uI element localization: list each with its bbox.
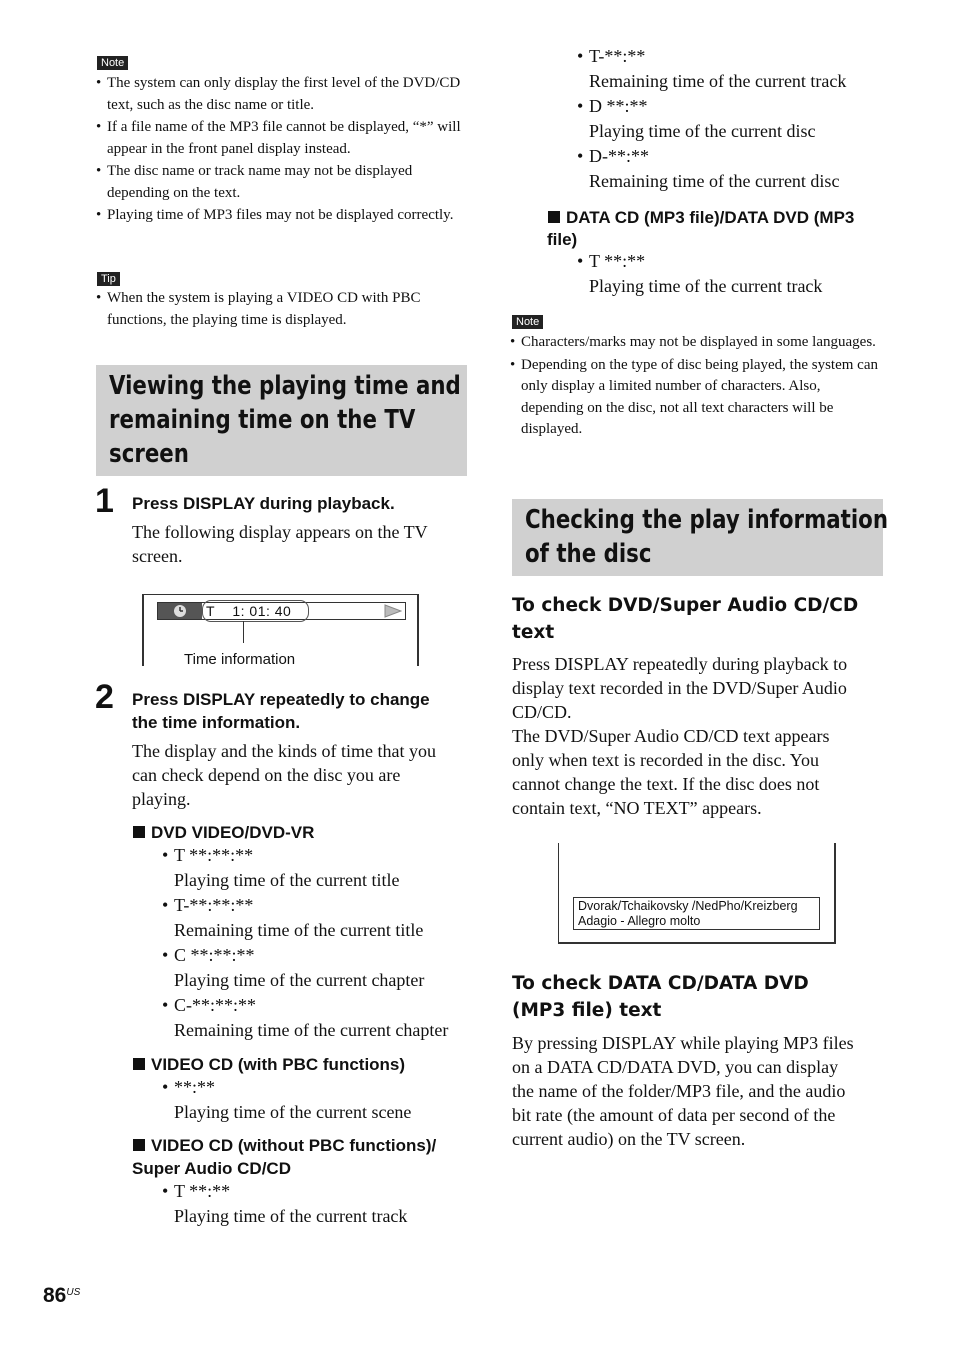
disc-text-box xyxy=(573,897,820,930)
tip-badge: Tip xyxy=(97,272,120,286)
category-title xyxy=(133,1134,436,1157)
tip-item: • When the system is playing a VIDEO CD with PBC functions, the playing time is displayed. xyxy=(96,288,471,331)
category-title xyxy=(548,206,854,229)
body-line: current audio) on the TV screen. xyxy=(512,1129,746,1149)
note-item: • Characters/marks may not be displayed in some languages. xyxy=(510,332,882,354)
tv-display-illustration xyxy=(142,594,419,666)
step-number: 1 xyxy=(95,482,114,520)
note-list xyxy=(96,73,471,228)
step-number: 2 xyxy=(95,678,114,716)
tip-list xyxy=(96,288,471,332)
clock-icon-bg xyxy=(158,603,202,619)
section-heading-play-info xyxy=(512,499,889,576)
page-number xyxy=(43,1284,80,1308)
note-item: • The disc name or track name may not be displayed depending on the text. xyxy=(96,161,471,204)
callout-label: Time information xyxy=(184,651,296,668)
body-line: cannot change the text. If the disc does not xyxy=(512,774,820,794)
step-body: can check depend on the disc you are xyxy=(132,765,401,785)
time-code: • C-**:**:** xyxy=(174,993,448,1018)
page-region: US xyxy=(66,1287,81,1298)
time-item xyxy=(174,993,448,1043)
time-desc: Playing time of the current chapter xyxy=(174,970,425,990)
body-line: CD/CD. xyxy=(512,702,572,722)
time-item xyxy=(589,44,846,94)
note-item: • Depending on the type of disc being played, the system can only display a limited number of characters. Also, depending on the disc, not all text characters will be displayed. xyxy=(510,355,882,441)
category-title-cont: Super Audio CD/CD xyxy=(132,1159,291,1178)
subheading: To check DATA CD/DATA DVD xyxy=(512,973,809,994)
heading-line: remaining time on the TV xyxy=(109,405,416,435)
category-label: DATA CD (MP3 file)/DATA DVD (MP3 xyxy=(566,208,855,227)
clock-icon xyxy=(158,603,202,619)
category-label: VIDEO CD (without PBC functions)/ xyxy=(151,1136,437,1155)
tv-display-text-illustration xyxy=(558,843,836,944)
time-code: • D-**:** xyxy=(589,144,839,169)
body-line: only when text is recorded in the disc. You xyxy=(512,750,819,770)
time-readout: T 1: 01: 40 xyxy=(206,603,292,619)
square-bullet-icon xyxy=(133,1139,145,1151)
note-badge: Note xyxy=(97,56,128,70)
square-bullet-icon xyxy=(133,1058,145,1070)
body-line: contain text, “NO TEXT” appears. xyxy=(512,798,762,818)
body-line: display text recorded in the DVD/Super Audio xyxy=(512,678,847,698)
note-item: • The system can only display the first level of the DVD/CD text, such as the disc name or title. xyxy=(96,73,471,116)
note-list xyxy=(510,332,882,442)
category-title xyxy=(133,1053,405,1076)
heading-line: Viewing the playing time and xyxy=(109,371,461,401)
step-title: Press DISPLAY repeatedly to change xyxy=(132,690,430,709)
time-desc: Playing time of the current track xyxy=(174,1206,408,1226)
subheading: (MP3 file) text xyxy=(512,1000,662,1021)
time-code: • T-**:**:** xyxy=(174,893,423,918)
time-item xyxy=(174,893,423,943)
time-code: • T **:** xyxy=(174,1179,407,1204)
square-bullet-icon xyxy=(133,826,145,838)
subheading: To check DVD/Super Audio CD/CD xyxy=(512,595,859,616)
time-item xyxy=(174,1179,407,1229)
time-desc: Remaining time of the current chapter xyxy=(174,1020,449,1040)
time-desc: Remaining time of the current track xyxy=(589,71,847,91)
category-title-cont: file) xyxy=(547,230,578,249)
step-body: The following display appears on the TV xyxy=(132,522,428,542)
time-code: • T-**:** xyxy=(589,44,846,69)
time-code: • **:** xyxy=(174,1075,411,1100)
time-item xyxy=(589,144,839,194)
body-line: By pressing DISPLAY while playing MP3 files xyxy=(512,1033,854,1053)
time-code: • D **:** xyxy=(589,94,815,119)
subheading: text xyxy=(512,622,555,643)
body-line: Press DISPLAY repeatedly during playback to xyxy=(512,654,848,674)
category-title xyxy=(133,821,314,844)
note-item: • Playing time of MP3 files may not be displayed correctly. xyxy=(96,205,471,227)
step-body: The display and the kinds of time that you xyxy=(132,741,436,761)
step-title: Press DISPLAY during playback. xyxy=(132,494,395,513)
time-code: • T **:**:** xyxy=(174,843,399,868)
time-desc: Remaining time of the current disc xyxy=(589,171,840,191)
note-badge: Note xyxy=(512,315,543,329)
heading-line: of the disc xyxy=(525,539,652,569)
time-desc: Playing time of the current title xyxy=(174,870,400,890)
time-item xyxy=(589,94,815,144)
time-desc: Playing time of the current disc xyxy=(589,121,816,141)
time-item xyxy=(174,943,424,993)
category-label: VIDEO CD (with PBC functions) xyxy=(151,1055,406,1074)
time-item xyxy=(589,249,822,299)
time-desc: Playing time of the current scene xyxy=(174,1102,412,1122)
disc-text-line: Dvorak/Tchaikovsky /NedPho/Kreizberg xyxy=(578,899,798,913)
time-code: • C **:**:** xyxy=(174,943,424,968)
time-desc: Remaining time of the current title xyxy=(174,920,424,940)
time-desc: Playing time of the current track xyxy=(589,276,823,296)
category-label: DVD VIDEO/DVD-VR xyxy=(151,823,315,842)
page-number-value: 86 xyxy=(43,1284,67,1307)
disc-text-line: Adagio - Allegro molto xyxy=(578,914,701,928)
step-body: screen. xyxy=(132,546,183,566)
heading-line: screen xyxy=(109,439,189,469)
step-title: the time information. xyxy=(132,713,301,732)
body-line: the name of the folder/MP3 file, and the audio xyxy=(512,1081,846,1101)
section-heading-viewing-time xyxy=(96,365,467,476)
body-line: on a DATA CD/DATA DVD, you can display xyxy=(512,1057,839,1077)
note-item: • If a file name of the MP3 file cannot be displayed, “*” will appear in the front panel display instead. xyxy=(96,117,471,160)
time-item xyxy=(174,843,399,893)
time-item xyxy=(174,1075,411,1125)
square-bullet-icon xyxy=(548,211,560,223)
body-line: The DVD/Super Audio CD/CD text appears xyxy=(512,726,830,746)
step-body: playing. xyxy=(132,789,191,809)
body-line: bit rate (the amount of data per second of the xyxy=(512,1105,836,1125)
time-code: • T **:** xyxy=(589,249,822,274)
callout-line xyxy=(243,621,244,643)
heading-line: Checking the play information xyxy=(525,505,889,535)
play-icon xyxy=(384,604,402,618)
